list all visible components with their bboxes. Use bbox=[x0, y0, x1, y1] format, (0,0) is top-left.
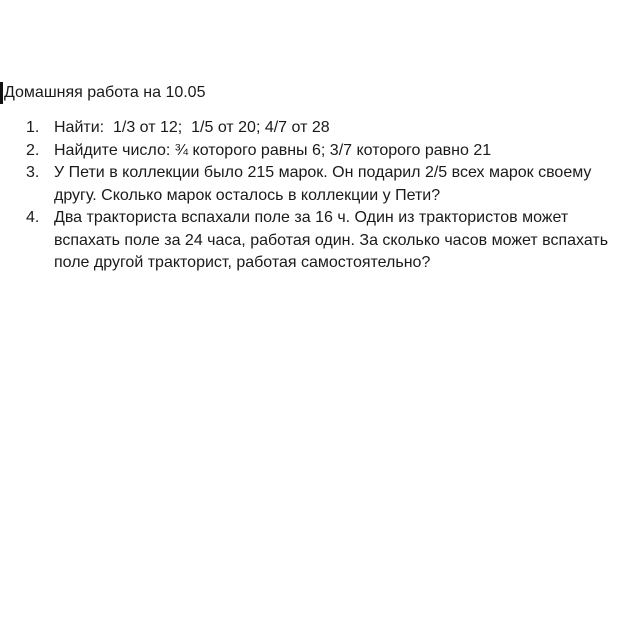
task-text: Найти: 1/3 от 12; 1/5 от 20; 4/7 от 28 bbox=[54, 119, 330, 136]
task-item-1 bbox=[0, 117, 640, 140]
text-cursor bbox=[0, 82, 3, 104]
document-title: Домашняя работа на 10.05 bbox=[4, 84, 206, 101]
task-number: 1. bbox=[26, 119, 40, 136]
task-item-2 bbox=[0, 140, 640, 163]
task-item-4 bbox=[0, 207, 640, 275]
task-text: У Пети в коллекции было 215 марок. Он подарил 2/5 всех марок своему другу. Сколько марок осталось в коллекции у Пети? bbox=[54, 164, 592, 204]
task-text: Найдите число: ¾ которого равны 6; 3/7 которого равно 21 bbox=[54, 141, 492, 159]
task-number: 4. bbox=[26, 209, 40, 226]
task-list bbox=[0, 117, 640, 275]
task-number: 3. bbox=[26, 164, 40, 181]
task-number: 2. bbox=[26, 141, 40, 159]
task-item-3 bbox=[0, 162, 640, 207]
task-text: Два тракториста вспахали поле за 16 ч. Один из трактористов может вспахать поле за 24 часа, работая один. За сколько часов может вспахать поле другой тракторист, работая самостоятельно? bbox=[54, 209, 609, 271]
